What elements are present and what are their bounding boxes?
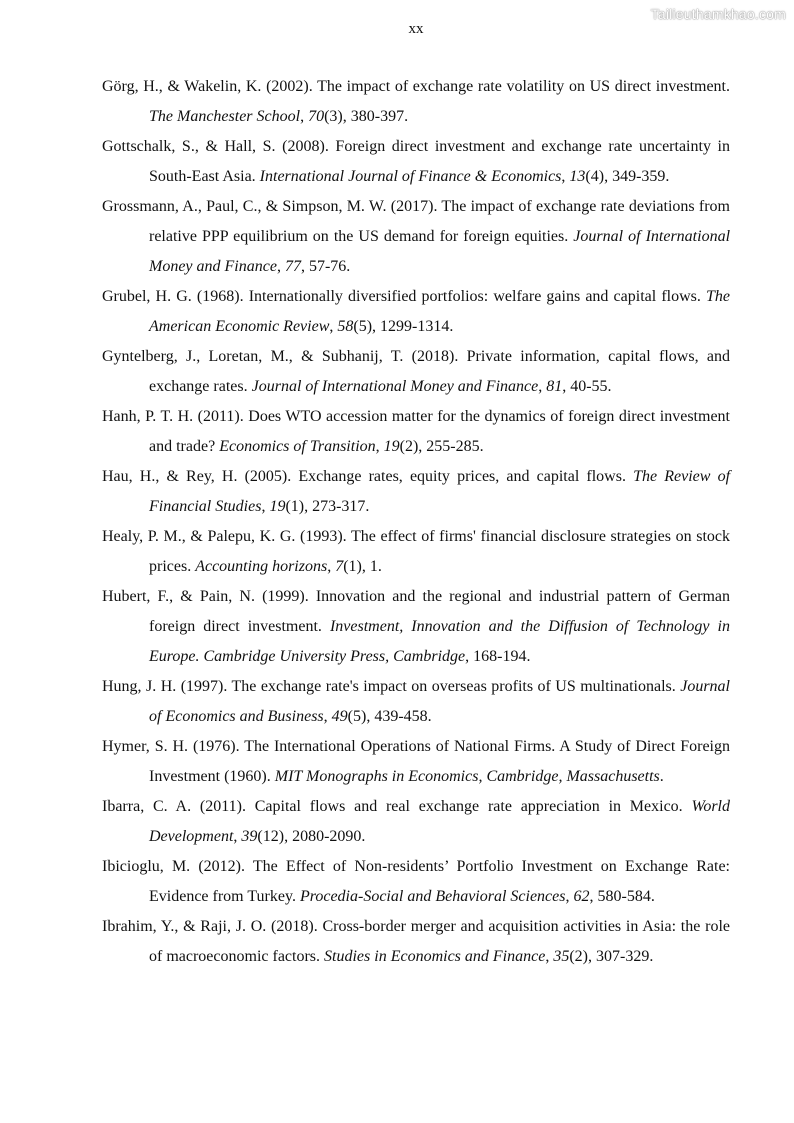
- reference-italic-text: The Manchester School: [149, 108, 301, 125]
- reference-italic-text: Journal of International Money and Finance: [251, 378, 539, 395]
- reference-italic-text: Procedia-Social and Behavioral Sciences: [299, 888, 566, 905]
- watermark-text: Tailieuthamkhao.com: [650, 6, 786, 22]
- reference-text: , 57-76.: [300, 258, 351, 275]
- reference-text: , 40-55.: [562, 378, 612, 395]
- reference-italic-text: 39: [241, 828, 258, 845]
- reference-text: , 580-584.: [589, 888, 655, 905]
- reference-text: ,: [323, 708, 332, 725]
- reference-text: ,: [233, 828, 242, 845]
- reference-text: (5), 439-458.: [347, 708, 432, 725]
- reference-text: Hung, J. H. (1997). The exchange rate's impact on overseas profits of US multinationals.: [102, 678, 681, 695]
- reference-italic-text: 70: [308, 108, 325, 125]
- reference-italic-text: World Development: [149, 798, 730, 845]
- reference-italic-text: MIT Monographs in Economics, Cambridge, Massachusetts: [274, 768, 660, 785]
- reference-entry: [102, 402, 730, 462]
- reference-text: Hanh, P. T. H. (2011). Does WTO accession matter for the dynamics of foreign direct investment and trade?: [102, 408, 730, 455]
- reference-text: Ibicioglu, M. (2012). The Effect of Non-residents’ Portfolio Investment on Exchange Rate: Evidence from Turkey.: [102, 858, 730, 905]
- reference-text: ,: [561, 168, 570, 185]
- reference-text: Hau, H., & Rey, H. (2005). Exchange rates, equity prices, and capital flows.: [102, 468, 634, 485]
- reference-italic-text: International Journal of Finance & Economics: [259, 168, 562, 185]
- reference-italic-text: Economics of Transition: [219, 438, 376, 455]
- reference-italic-text: 81: [546, 378, 563, 395]
- reference-text: (3), 380-397.: [324, 108, 409, 125]
- reference-text: ,: [545, 948, 554, 965]
- reference-text: Gottschalk, S., & Hall, S. (2008). Foreign direct investment and exchange rate uncertainty in South-East Asia.: [102, 138, 730, 185]
- reference-entry: [102, 192, 730, 282]
- reference-italic-text: Journal of Economics and Business: [149, 678, 730, 725]
- reference-italic-text: 7: [335, 558, 344, 575]
- reference-text: Healy, P. M., & Palepu, K. G. (1993). The effect of firms' financial disclosure strategies on stock prices.: [102, 528, 730, 575]
- reference-text: Ibarra, C. A. (2011). Capital flows and real exchange rate appreciation in Mexico.: [102, 798, 692, 815]
- reference-italic-text: 19: [269, 498, 286, 515]
- reference-entry: [102, 522, 730, 582]
- reference-entry: [102, 852, 730, 912]
- reference-entry: [102, 912, 730, 972]
- reference-italic-text: 19: [383, 438, 400, 455]
- reference-text: (5), 1299-1314.: [353, 318, 454, 335]
- reference-text: Hubert, F., & Pain, N. (1999). Innovation and the regional and industrial pattern of German foreign direct investment.: [102, 588, 730, 635]
- reference-text: (2), 255-285.: [399, 438, 484, 455]
- reference-text: (2), 307-329.: [569, 948, 654, 965]
- reference-italic-text: 35: [553, 948, 570, 965]
- reference-italic-text: The American Economic Review: [149, 288, 730, 335]
- reference-italic-text: Accounting horizons: [195, 558, 328, 575]
- reference-text: ,: [276, 258, 285, 275]
- reference-italic-text: 62: [573, 888, 590, 905]
- page-number: xx: [408, 21, 424, 37]
- reference-text: ,: [538, 378, 547, 395]
- reference-italic-text: 77: [284, 258, 301, 275]
- reference-text: , 168-194.: [465, 648, 531, 665]
- reference-list: [102, 72, 730, 972]
- reference-text: Gyntelberg, J., Loretan, M., & Subhanij, T. (2018). Private information, capital flows, and exchange rates.: [102, 348, 730, 395]
- reference-text: (1), 1.: [343, 558, 382, 575]
- reference-text: (1), 273-317.: [285, 498, 370, 515]
- reference-text: ,: [261, 498, 270, 515]
- reference-italic-text: 58: [337, 318, 354, 335]
- reference-text: ,: [375, 438, 384, 455]
- reference-text: ,: [329, 318, 338, 335]
- reference-entry: [102, 72, 730, 132]
- reference-entry: [102, 732, 730, 792]
- reference-italic-text: Journal of International Money and Finance: [149, 228, 731, 275]
- reference-entry: [102, 582, 730, 672]
- reference-text: Grossmann, A., Paul, C., & Simpson, M. W. (2017). The impact of exchange rate deviations from relative PPP equilibrium on the US demand for foreign equities.: [102, 198, 730, 245]
- reference-text: (12), 2080-2090.: [257, 828, 366, 845]
- reference-entry: [102, 672, 730, 732]
- reference-entry: [102, 132, 730, 192]
- reference-italic-text: 13: [569, 168, 586, 185]
- reference-text: Görg, H., & Wakelin, K. (2002). The impact of exchange rate volatility on US direct investment.: [102, 78, 730, 95]
- reference-text: ,: [300, 108, 309, 125]
- reference-italic-text: Studies in Economics and Finance: [324, 948, 546, 965]
- reference-italic-text: Investment, Innovation and the Diffusion of Technology in Europe. Cambridge University Press, Cambridge: [149, 618, 730, 665]
- reference-entry: [102, 342, 730, 402]
- reference-entry: [102, 792, 730, 852]
- reference-text: ,: [327, 558, 336, 575]
- reference-text: .: [659, 768, 664, 785]
- reference-entry: [102, 282, 730, 342]
- reference-text: Grubel, H. G. (1968). Internationally diversified portfolios: welfare gains and capital flows.: [102, 288, 706, 305]
- reference-text: Hymer, S. H. (1976). The International Operations of National Firms. A Study of Direct Foreign Investment (1960).: [102, 738, 730, 785]
- reference-text: Ibrahim, Y., & Raji, J. O. (2018). Cross-border merger and acquisition activities in Asia: the role of macroeconomic factors.: [102, 918, 730, 965]
- reference-entry: [102, 462, 730, 522]
- reference-italic-text: 49: [331, 708, 348, 725]
- reference-text: ,: [565, 888, 574, 905]
- reference-text: (4), 349-359.: [585, 168, 670, 185]
- reference-italic-text: The Review of Financial Studies: [149, 468, 731, 515]
